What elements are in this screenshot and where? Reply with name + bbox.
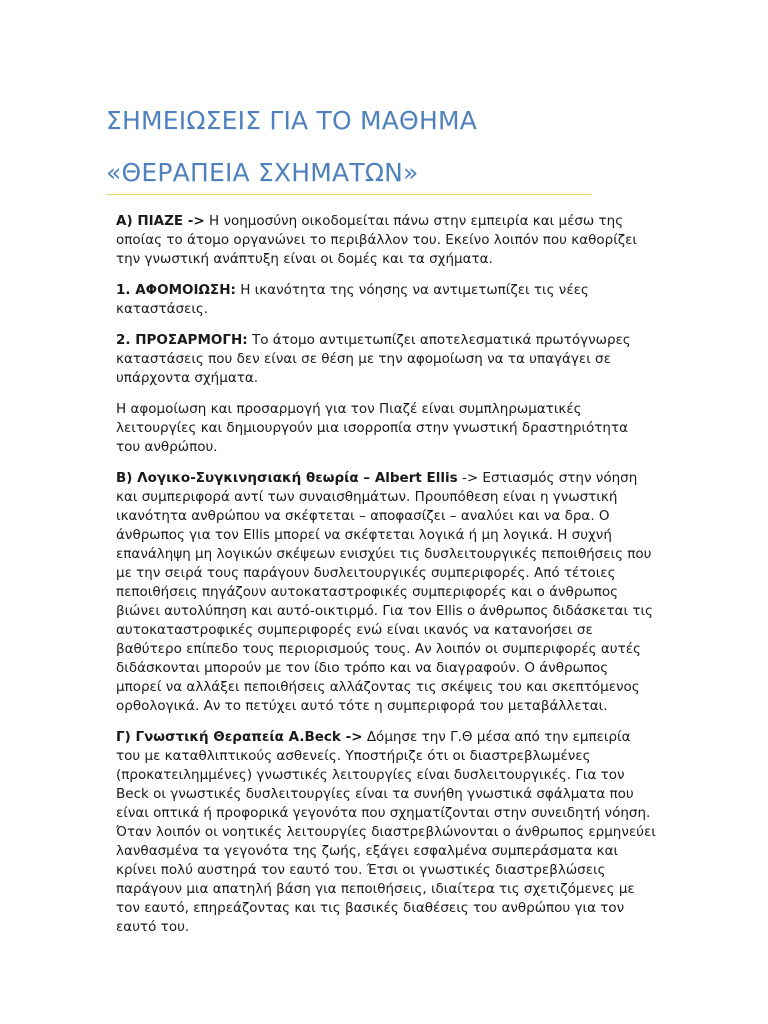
section-ellis	[116, 469, 656, 716]
document-title-line-1: ΣΗΜΕΙΩΣΕΙΣ ΓΙΑ ΤΟ ΜΑΘΗΜΑ	[106, 106, 478, 135]
section-balance-text: Η αφομοίωση και προσαρμογή για τον Πιαζέ είναι συμπληρωματικές λειτουργίες και δημιουργούν μια ισορροπία στην γνωστική δραστηριότητα του ανθρώπου.	[116, 401, 628, 455]
section-accommodation	[116, 331, 656, 388]
document-title-line-2: «ΘΕΡΑΠΕΙΑ ΣΧΗΜΑΤΩΝ»	[106, 158, 419, 187]
section-assimilation-label: 1. ΑΦΟΜΟΙΩΣΗ:	[116, 282, 236, 298]
section-piaget	[116, 212, 656, 269]
section-balance	[116, 400, 656, 457]
section-ellis-text: -> Εστιασμός στην νόηση και συμπεριφορά αντί των συναισθημάτων. Προυπόθεση είναι η γνωστική ικανότητα ανθρώπου να σκέφτεται – αποφασίζει – αναλύει και να δρα. Ο άνθρωπος για τον Ellis μπορεί να σκέφτεται λογικά ή μη λογικά. Η συχνή επανάληψη μη λογικών σκέψεων ενισχύει τις δυσλειτουργικές πεποιθήσεις που με την σειρά τους παράγουν δυσλειτουργικές συμπεριφορές. Από τέτοιες πεποιθήσεις πηγάζουν αυτοκαταστροφικές συμπεριφορές και ο άνθρωπος βιώνει αυτολύπηση και αυτό-οικτιρμό. Για τον Ellis ο άνθρωπος διδάσκεται τις αυτοκαταστροφικές συμπεριφορές ενώ είναι ικανός να κατανοήσει σε βαθύτερο επίπεδο τους περιορισμούς τους. Αν λοιπόν οι συμπεριφορές αυτές διδάσκονται μπορούν με τον ίδιο τρόπο και να διαγραφούν. Ο άνθρωπος μπορεί να αλλάξει πεποιθήσεις αλλάζοντας τις σκέψεις του και σκεπτόμενος ορθολογικά. Αν το πετύχει αυτό τότε η συμπεριφορά του μεταβάλλεται.	[116, 470, 653, 714]
section-accommodation-text: Το άτομο αντιμετωπίζει αποτελεσματικά πρωτόγνωρες καταστάσεις που δεν είναι σε θέση με την αφομοίωση να τα υπαγάγει σε υπάρχοντα σχήματα.	[116, 332, 631, 386]
section-accommodation-label: 2. ΠΡΟΣΑΡΜΟΓΗ:	[116, 332, 248, 348]
document-body	[116, 212, 656, 949]
section-beck-label: Γ) Γνωστική Θεραπεία A.Beck ->	[116, 729, 363, 745]
section-ellis-label: Β) Λογικο-Συγκινησιακή θεωρία – Albert Ellis	[116, 470, 458, 486]
section-beck	[116, 728, 656, 937]
title-underline	[106, 194, 592, 195]
section-assimilation-text: Η ικανότητα της νόησης να αντιμετωπίζει τις νέες καταστάσεις.	[116, 282, 589, 317]
section-piaget-text: Η νοημοσύνη οικοδομείται πάνω στην εμπειρία και μέσω της οποίας το άτομο οργανώνει το περιβάλλον του. Εκείνο λοιπόν που καθορίζει την γνωστική ανάπτυξη είναι οι δομές και τα σχήματα.	[116, 213, 637, 267]
section-beck-text: Δόμησε την Γ.Θ μέσα από την εμπειρία του με καταθλιπτικούς ασθενείς. Υποστήριζε ότι οι διαστρεβλωμένες (προκατειλημμένες) γνωστικές λειτουργίες είναι δυσλειτουργικές. Για τον Beck οι γνωστικές δυσλειτουργίες είναι τα συνήθη γνωστικά σφάλματα που είναι οπτικά ή προφορικά γεγονότα που σχηματίζονται στην συνειδητή νόηση. Όταν λοιπόν οι νοητικές λειτουργίες διαστρεβλώνονται ο άνθρωπος ερμηνεύει λανθασμένα τα γεγονότα της ζωής, εξάγει εσφαλμένα συμπεράσματα και κρίνει πολύ αυστηρά τον εαυτό του. Έτσι οι γνωστικές διαστρεβλώσεις παράγουν μια απατηλή βάση για πεποιθήσεις, ιδιαίτερα τις σχετιζόμενες με τον εαυτό, επηρεάζοντας και τις βασικές διαθέσεις του ανθρώπου για τον εαυτό του.	[116, 729, 656, 935]
section-assimilation	[116, 281, 656, 319]
section-piaget-label: Α) ΠΙΑΖΕ ->	[116, 213, 205, 229]
